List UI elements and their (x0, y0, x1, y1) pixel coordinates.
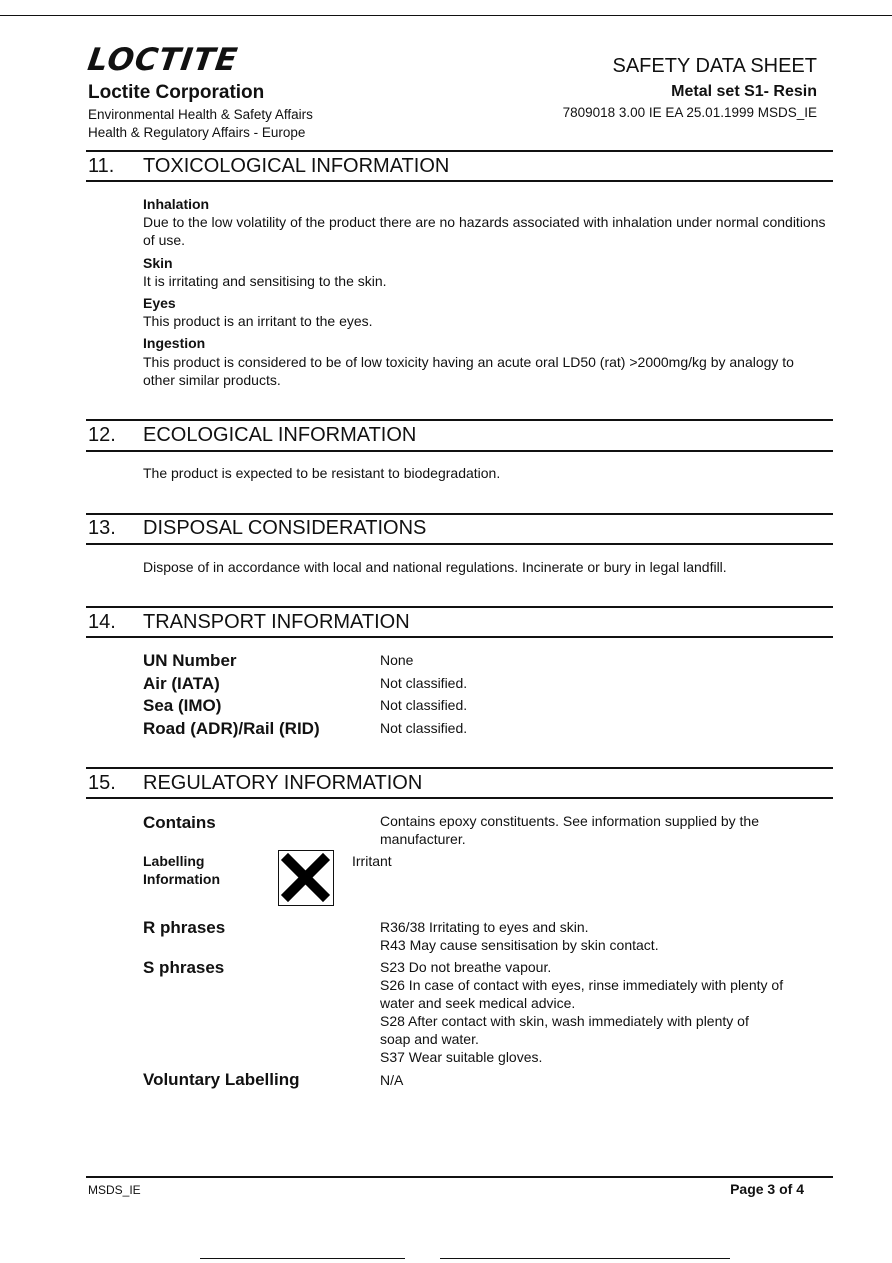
labelling-value: Irritant (352, 853, 392, 869)
section-15-number: 15. (88, 772, 116, 794)
transport-label-sea: Sea (IMO) (143, 696, 222, 715)
loctite-logo: LOCTITE (85, 42, 241, 78)
s-phrase-line-3: water and seek medical advice. (380, 995, 576, 1011)
bottom-scan-mark-left (200, 1258, 405, 1259)
section-12-number: 12. (88, 424, 116, 446)
section-12-top-rule (86, 419, 833, 421)
dept-line-1: Environmental Health & Safety Affairs (88, 107, 313, 122)
footer-doc-id: MSDS_IE (88, 1183, 141, 1197)
inhalation-heading: Inhalation (143, 196, 210, 212)
transport-label-air: Air (IATA) (143, 674, 220, 693)
section-13-bottom-rule (86, 543, 833, 545)
dept-line-2: Health & Regulatory Affairs - Europe (88, 125, 306, 140)
ingestion-text: This product is considered to be of low toxicity having an acute oral LD50 (rat) >2000mg/kg by analogy to other similar products. (143, 354, 794, 388)
voluntary-labelling-label: Voluntary Labelling (143, 1070, 300, 1089)
s-phrases-label: S phrases (143, 958, 225, 977)
section-13-title: DISPOSAL CONSIDERATIONS (143, 517, 427, 539)
voluntary-labelling-value: N/A (380, 1072, 404, 1088)
ecological-text: The product is expected to be resistant to biodegradation. (143, 465, 501, 481)
contains-value-line-2: manufacturer. (380, 831, 466, 847)
product-name: Metal set S1- Resin (671, 83, 817, 100)
eyes-heading: Eyes (143, 295, 176, 311)
transport-value-road: Not classified. (380, 720, 468, 736)
s-phrase-line-2: S26 In case of contact with eyes, rinse immediately with plenty of (380, 977, 784, 993)
section-13-number: 13. (88, 517, 116, 539)
disposal-text: Dispose of in accordance with local and national regulations. Incinerate or bury in legal landfill. (143, 559, 727, 575)
labelling-label-line-2: Information (143, 871, 220, 887)
document-title: SAFETY DATA SHEET (612, 55, 817, 77)
section-14-title: TRANSPORT INFORMATION (143, 611, 410, 633)
transport-label-road: Road (ADR)/Rail (RID) (143, 719, 320, 738)
labelling-label-line-1: Labelling (143, 853, 205, 869)
s-phrase-line-4: S28 After contact with skin, wash immediately with plenty of (380, 1013, 749, 1029)
transport-value-air: Not classified. (380, 675, 468, 691)
bottom-scan-mark-right (440, 1258, 730, 1259)
document-code: 7809018 3.00 IE EA 25.01.1999 MSDS_IE (562, 105, 817, 120)
transport-value-sea: Not classified. (380, 697, 468, 713)
s-phrase-line-6: S37 Wear suitable gloves. (380, 1049, 543, 1065)
section-11-top-rule (86, 150, 833, 152)
skin-heading: Skin (143, 255, 173, 271)
inhalation-text: Due to the low volatility of the product there are no hazards associated with inhalation under normal conditions of use. (143, 214, 826, 248)
contains-value-line-1: Contains epoxy constituents. See information supplied by the (380, 813, 760, 829)
section-14-top-rule (86, 606, 833, 608)
ingestion-heading: Ingestion (143, 335, 206, 351)
footer-rule (86, 1176, 833, 1178)
section-15-top-rule (86, 767, 833, 769)
eyes-text: This product is an irritant to the eyes. (143, 313, 373, 329)
r-phrase-line-2: R43 May cause sensitisation by skin contact. (380, 937, 659, 953)
top-rule (0, 15, 892, 16)
section-13-top-rule (86, 513, 833, 515)
x-cross-icon (279, 851, 332, 904)
r-phrases-label: R phrases (143, 918, 226, 937)
section-15-bottom-rule (86, 797, 833, 799)
r-phrase-line-1: R36/38 Irritating to eyes and skin. (380, 919, 589, 935)
skin-text: It is irritating and sensitising to the skin. (143, 273, 387, 289)
irritant-hazard-icon (278, 850, 334, 906)
transport-value-un: None (380, 652, 414, 668)
page-number: Page 3 of 4 (730, 1181, 804, 1197)
s-phrase-line-1: S23 Do not breathe vapour. (380, 959, 552, 975)
company-name: Loctite Corporation (88, 82, 265, 103)
s-phrase-line-5: soap and water. (380, 1031, 479, 1047)
section-11-bottom-rule (86, 180, 833, 182)
section-14-bottom-rule (86, 636, 833, 638)
section-11-number: 11. (88, 155, 115, 177)
section-14-number: 14. (88, 611, 116, 633)
contains-label: Contains (143, 813, 216, 832)
section-11-title: TOXICOLOGICAL INFORMATION (143, 155, 450, 177)
transport-label-un: UN Number (143, 651, 237, 670)
section-12-bottom-rule (86, 450, 833, 452)
section-12-title: ECOLOGICAL INFORMATION (143, 424, 417, 446)
section-15-title: REGULATORY INFORMATION (143, 772, 423, 794)
